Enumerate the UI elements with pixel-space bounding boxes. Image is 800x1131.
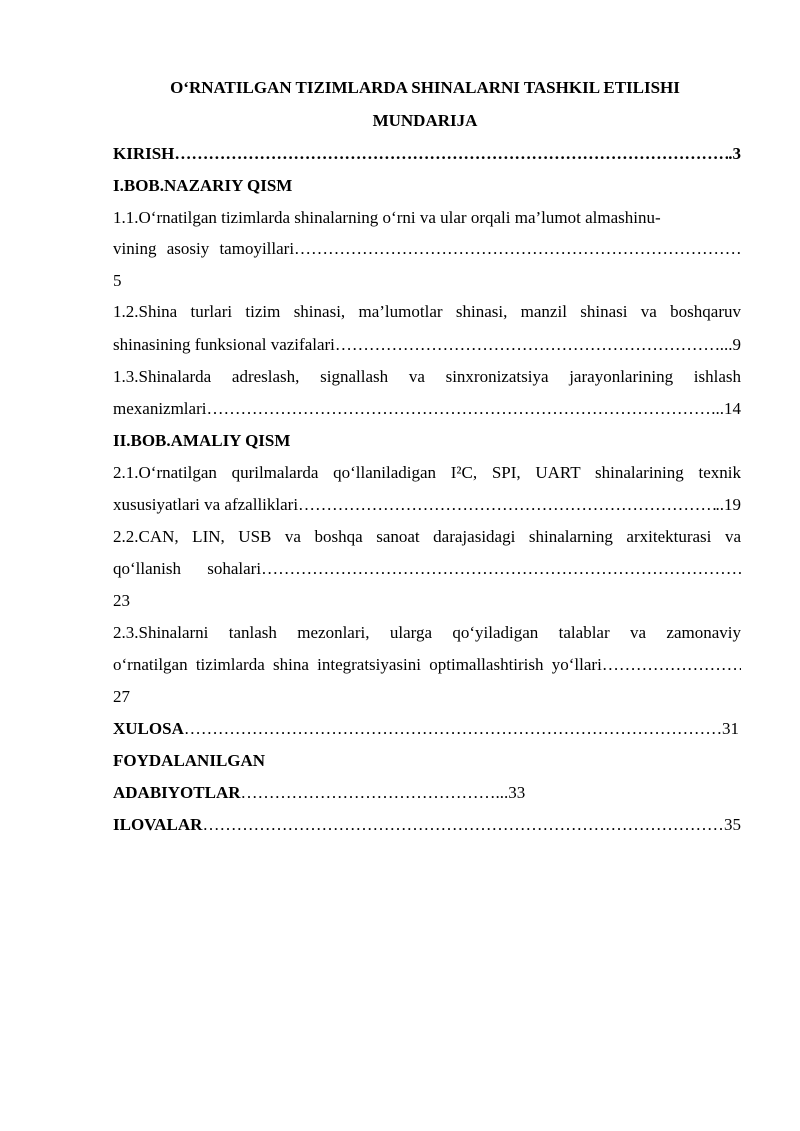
dot-leader [261, 558, 741, 580]
toc-entry-kirish [113, 143, 741, 165]
toc-entry-1-3-line-2 [113, 398, 741, 420]
toc-entry-label: vining asosiy tamoyillari [113, 239, 295, 258]
toc-entry-2-1-line-1: 2.1.O‘rnatilgan qurilmalarda qo‘llaniladigan I²C, SPI, UART shinalarining texnik [113, 463, 741, 482]
toc-entry-label: mexanizmlari [113, 399, 207, 418]
dot-leader [202, 814, 724, 836]
toc-entry-label: XULOSA [113, 719, 184, 738]
toc-entry-1-3-line-1: 1.3.Shinalarda adreslash, signallash va sinxronizatsiya jarayonlarining ishlash [113, 367, 741, 386]
toc-entry-1-1-line-2 [113, 238, 741, 260]
toc-chapter-2: II.BOB.AMALIY QISM [113, 431, 291, 450]
toc-entry-references-line-1: FOYDALANILGAN [113, 751, 266, 770]
toc-entry-label: shinasining funksional vazifalari [113, 335, 335, 354]
toc-entry-2-1-line-2 [113, 494, 741, 516]
toc-entry-label: qo‘llanish sohalari [113, 559, 262, 578]
toc-entry-label: o‘rnatilgan tizimlarda shina integratsiyasini optimallashtirish yo‘llari [113, 655, 602, 674]
toc-entry-label: xususiyatlari va afzalliklari [113, 495, 299, 514]
toc-entry-label: ILOVALAR [113, 815, 203, 834]
toc-page-number: .3 [728, 144, 741, 163]
toc-entry-2-3-line-1: 2.3.Shinalarni tanlash mezonlari, ularga qo‘yiladigan talablar va zamonaviy [113, 623, 741, 642]
toc-page-number: 31 [722, 719, 739, 738]
toc-entry-1-2-line-1: 1.2.Shina turlari tizim shinasi, ma’lumotlar shinasi, manzil shinasi va boshqaruv [113, 302, 741, 321]
dot-leader [335, 334, 720, 356]
dot-leader [184, 718, 722, 740]
dot-leader [174, 143, 728, 165]
toc-page-number: ..19 [715, 495, 741, 514]
toc-entry-label: ADABIYOTLAR [113, 783, 241, 802]
toc-entry-2-3-line-2 [113, 654, 741, 676]
dot-leader [294, 238, 741, 260]
toc-entry-1-1-line-1: 1.1.O‘rnatilgan tizimlarda shinalarning o‘rni va ular orqali ma’lumot almashinu- [113, 208, 661, 227]
toc-page-number: ...9 [719, 335, 741, 354]
toc-page-number: 5 [113, 271, 122, 290]
document-title: O‘RNATILGAN TIZIMLARDA SHINALARNI TASHKIL ETILISHI [170, 78, 680, 97]
toc-page-number: 33 [508, 783, 526, 802]
toc-entry-2-2-line-1: 2.2.CAN, LIN, USB va boshqa sanoat darajasidagi shinalarning arxitekturasi va [113, 527, 741, 546]
toc-entry-label: KIRISH [113, 144, 175, 163]
toc-entry-xulosa [113, 718, 739, 740]
toc-entry-ilovalar [113, 814, 741, 836]
toc-entry-references-line-2 [113, 782, 741, 804]
dot-leader [298, 494, 715, 516]
toc-page-number: ...14 [711, 399, 741, 418]
dot-leader: ………………………………………... [240, 783, 509, 802]
dot-leader [206, 398, 711, 420]
toc-entry-1-2-line-2 [113, 334, 741, 356]
toc-heading: MUNDARIJA [372, 111, 478, 130]
dot-leader [602, 654, 741, 676]
toc-page-number: 27 [113, 687, 130, 706]
toc-entry-2-2-line-2 [113, 558, 741, 580]
toc-page-number: 35 [724, 815, 741, 834]
toc-chapter-1: I.BOB.NAZARIY QISM [113, 176, 293, 195]
toc-page-number: 23 [113, 591, 130, 610]
